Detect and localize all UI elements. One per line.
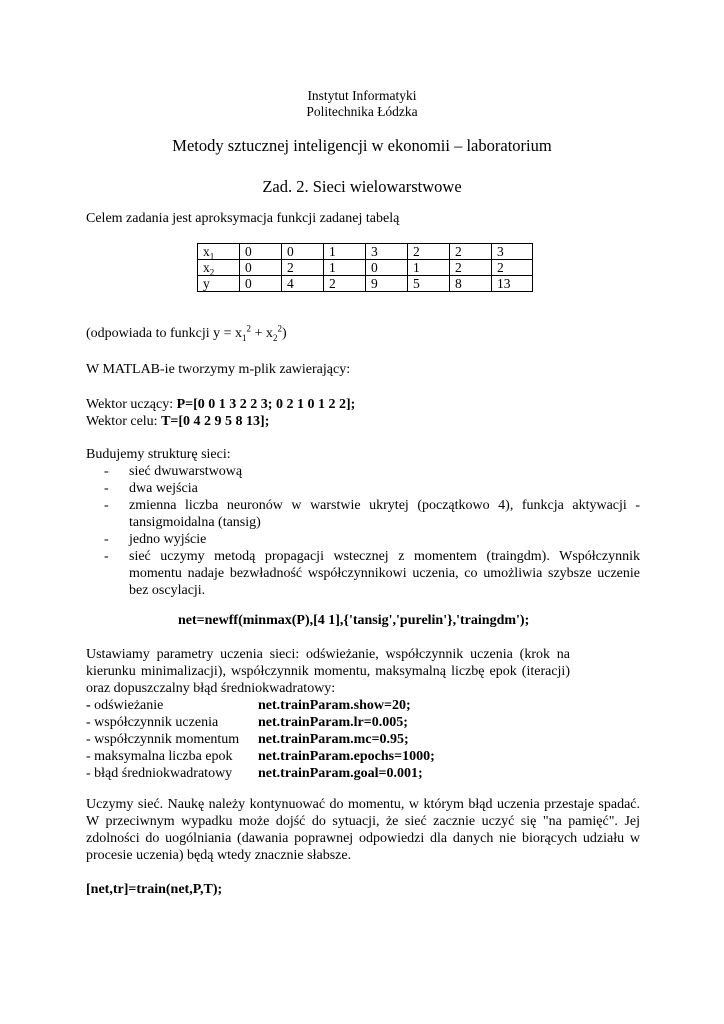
table-cell: 2 [408,244,450,260]
table-row [198,244,533,260]
list-item-text: sieć dwuwarstwową [129,464,243,479]
list-dash: - [104,481,109,496]
target-vector-label: Wektor celu: [86,414,162,429]
table-cell: 0 [240,244,282,260]
target-vector-line [86,413,269,430]
data-table [197,243,533,292]
input-vector-value: P=[0 0 1 3 2 2 3; 0 2 1 0 1 2 2]; [176,397,356,412]
table-cell: 3 [492,244,533,260]
list-dash: - [104,532,109,547]
table-cell: 0 [282,244,324,260]
list-item-text: dwa wejścia [129,481,198,496]
table-cell: 13 [492,276,533,292]
list-item-text: sieć uczymy metodą propagacji wstecznej z momentem (traingdm). Współczynnik momentu nadaje bezwładność współczynnikowi uczenia, co umożliwia szybsze uczenie bez oscylacji. [129,549,640,598]
row-label: $x_1$ [198,244,240,260]
course-title: Metody sztucznej inteligencji w ekonomii – laboratorium [172,136,552,155]
table-cell: 3 [366,244,408,260]
institute-name: Instytut Informatyki [307,88,417,103]
list-item [86,548,640,599]
list-dash: - [104,464,109,479]
table-cell: 5 [408,276,450,292]
function-note: (odpowiada to funkcji $y = x_1^2 + x_2^2$) [86,323,287,343]
table-cell: 1 [324,244,366,260]
params-intro: Ustawiamy parametry uczenia sieci: odświeżanie, współczynnik uczenia (krok na kierunku minimalizacji), współczynnik momentu, maksymalną liczbę epok (iteracji) oraz dopuszczalny błąd średniokwadratowy: [86,647,570,696]
list-item [86,480,640,497]
university-name: Politechnika Łódzka [306,104,418,119]
list-dash: - [104,549,109,564]
param-value: net.trainParam.mc=0.95; [258,732,409,747]
list-item [86,497,640,531]
training-paragraph: Uczymy sieć. Naukę należy kontynuować do momentu, w którym błąd uczenia przestaje spadać. W przeciwnym wypadku może dojść do sytuacji, że sieć zacznie uczyć się "na pamięć". Jej zdolności do uogólniania (dawania poprawnej odpowiedzi dla danych nie biorących udziału w procesie uczenia) będą wtedy znacznie słabsze. [86,797,640,863]
structure-heading: Budujemy strukturę sieci: [86,447,231,462]
param-value: net.trainParam.show=20; [258,698,411,713]
target-vector-value: T=[0 4 2 9 5 8 13]; [161,414,270,429]
table-cell: 2 [282,260,324,276]
param-label: - odświeżanie [86,698,164,713]
param-label: - maksymalna liczba epok [86,749,233,764]
param-label: - współczynnik momentum [86,732,240,747]
intro-text: Celem zadania jest aproksymacja funkcji zadanej tabelą [86,211,400,226]
list-item [86,531,640,548]
task-title: Zad. 2. Sieci wielowarstwowe [262,177,462,196]
table-cell: 2 [450,244,492,260]
param-value: net.trainParam.lr=0.005; [258,715,408,730]
row-label: $x_2$ [198,260,240,276]
matlab-intro: W MATLAB-ie tworzymy m-plik zawierający: [86,362,351,377]
param-label: - współczynnik uczenia [86,715,219,730]
table-cell: 4 [282,276,324,292]
table-cell: 0 [240,276,282,292]
table-cell: 8 [450,276,492,292]
list-dash: - [104,498,109,513]
list-item-text: zmienna liczba neuronów w warstwie ukrytej (początkowo 4), funkcja aktywacji - tansigmoidalna (tansig) [129,498,640,530]
param-value: net.trainParam.epochs=1000; [258,749,435,764]
list-item [86,463,640,480]
table-row [198,260,533,276]
table-cell: 2 [324,276,366,292]
table-cell: 9 [366,276,408,292]
structure-list [86,463,640,599]
newff-command: net=newff(minmax(P),[4 1],{'tansig','purelin'},'traingdm'); [178,613,530,628]
table-cell: 1 [324,260,366,276]
table-row [198,276,533,292]
list-item-text: jedno wyjście [129,532,207,547]
train-command: [net,tr]=train(net,P,T); [86,882,223,897]
table-cell: 2 [450,260,492,276]
row-label: y [198,276,240,292]
input-vector-line [86,396,355,413]
table-cell: 0 [240,260,282,276]
param-value: net.trainParam.goal=0.001; [258,766,423,781]
table-cell: 1 [408,260,450,276]
param-label: - błąd średniokwadratowy [86,766,233,781]
table-cell: 2 [492,260,533,276]
input-vector-label: Wektor uczący: [86,397,177,412]
table-cell: 0 [366,260,408,276]
